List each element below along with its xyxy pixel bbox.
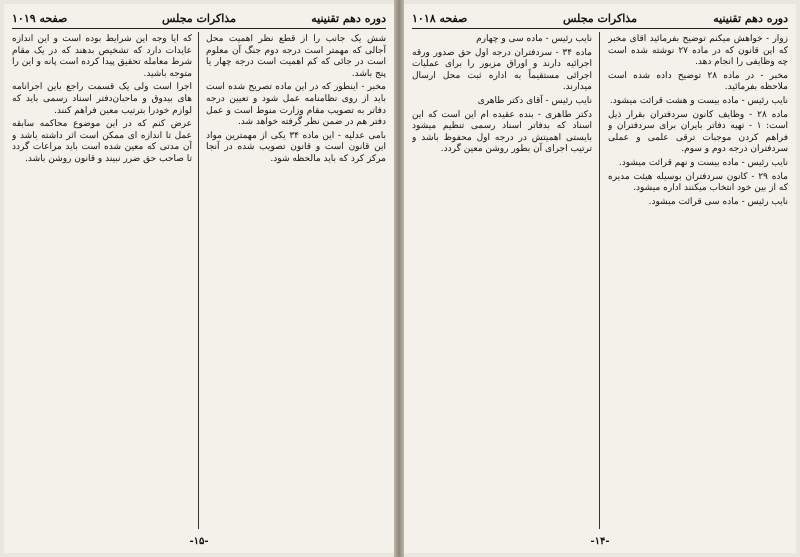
paragraph: مخبر - در ماده ۲۸ توضیح داده شده است ملاحظه بفرمائید. (608, 70, 788, 93)
right-header-page-number: صفحه ۱۰۱۸ (412, 12, 468, 25)
right-header-volume: دوره دهم تقنینیه (713, 12, 788, 25)
paragraph: نایب رئیس - ماده بیست و هشت قرائت میشود. (609, 95, 788, 106)
paragraph: دکتر طاهری - بنده عقیده ام این است که این اسناد که بدفاتر اسناد رسمی تنظیم میشود بایستی اهمیتش در درجه اول محفوظ باشد و ترتیب اجرای آن بطور روشن معین گردد. (412, 109, 592, 155)
left-header-volume: دوره دهم تقنينيه (311, 12, 386, 25)
paragraph: اجرا است ولی یک قسمت راجع باین اجرانامه های بیدوق و ماحبان‌دفتر اسناد رسمی باید که لوازم خودرا بترتیب معین فراهم کنند. (12, 82, 192, 116)
paragraph: نایب رئیس - ماده سی قرائت میشود. (648, 196, 788, 207)
left-page (4, 4, 394, 553)
paragraph: بامی عدلیه - این ماده ۳۴ یکی از مهمترین مواد این قانون است و قانون تصویب شده در آنجا مرکز کرد که باید مالحظه شود. (206, 130, 386, 164)
paragraph: ماده ۳۴ - سردفتران درجه اول حق صدور ورقه اجرائیه دارند و اوراق مزبور را برای عملیات اجرائی مستقیماً به اداره ثبت محل ارسال میدارند. (412, 47, 592, 93)
left-page-left-column (12, 34, 192, 529)
right-page (404, 4, 796, 553)
right-page-left-column (412, 34, 592, 529)
paragraph: نایب رئیس - ماده بیست و نهم قرائت میشود. (618, 157, 788, 168)
book-gutter (394, 0, 404, 557)
left-header-rule (12, 28, 386, 29)
column-divider (198, 32, 199, 529)
paragraph: نایب رئیس - ماده سی و چهارم (476, 34, 592, 44)
paragraph: مخبر - اینطور که در این ماده تصریح شده است باید از روی نظامنامه عمل شود و تعیین درجه دفاتر به تصویب مقام وزارت منوط است و عمل دفتر هم در ضمن نظر گرفته خواهد شد. (206, 82, 386, 128)
right-page-header (412, 10, 788, 28)
paragraph: شش یک جانب را از قطع نظر اهمیت محل آجالی که مهمتر است درجه دوم جنگ آن معلوم است در جائی که کم اهمیت است درجه چهار یا پنج باشد. (206, 34, 386, 79)
left-page-folio: -۱۵- (189, 536, 209, 547)
right-header-title: مذاکرات مجلس (563, 12, 637, 25)
right-page-folio: -۱۴- (590, 536, 610, 547)
left-page-header (12, 10, 386, 28)
left-header-title: مذاكرات مجلس (162, 12, 236, 25)
paragraph: ماده ۲۸ - وظایف کانون سردفتران بقرار ذیل است: ۱ - تهیه دفاتر بایران برای سردفتران و فراهم کردن موجبات ترقی علمی و عملی سردفتران درجه دوم و سوم. (608, 109, 788, 155)
left-header-page-number: صفحه ۱۰۱۹ (12, 12, 68, 25)
paragraph: نایب رئیس - آقای دکتر طاهری (477, 95, 592, 106)
paragraph: زوار - خواهش میکنم توضیح بفرمائید آقای مخبر که این قانون که در ماده ۲۷ نوشته شده است چه وظایفی را انجام دهد. (608, 34, 788, 68)
right-page-right-column (608, 34, 788, 529)
left-page-right-column (206, 34, 386, 529)
paragraph: عرض کنم که در این موضوع محاکمه سابقه عمل تا اندازه ای ممکن است اثر داشته باشد و آن مدتی که معین شده است باید مراعات گردد تا صاحب حق ضرر نبیند و قانون روشن باشد. (12, 119, 192, 164)
paragraph: ماده ۲۹ - کانون سردفتران بوسیله هیئت مدیره که از بین خود انتخاب میکنند اداره میشود. (608, 171, 788, 194)
column-divider (599, 32, 600, 529)
right-header-rule (412, 28, 788, 29)
paragraph: که آیا وجه این شرایط بوده است و این اندازه عایدات دارد که تشخیص بدهند که در یک مقام شرط معامله تحقیق پیدا کرده است پانه و این را متوجه باشید. (12, 34, 192, 79)
